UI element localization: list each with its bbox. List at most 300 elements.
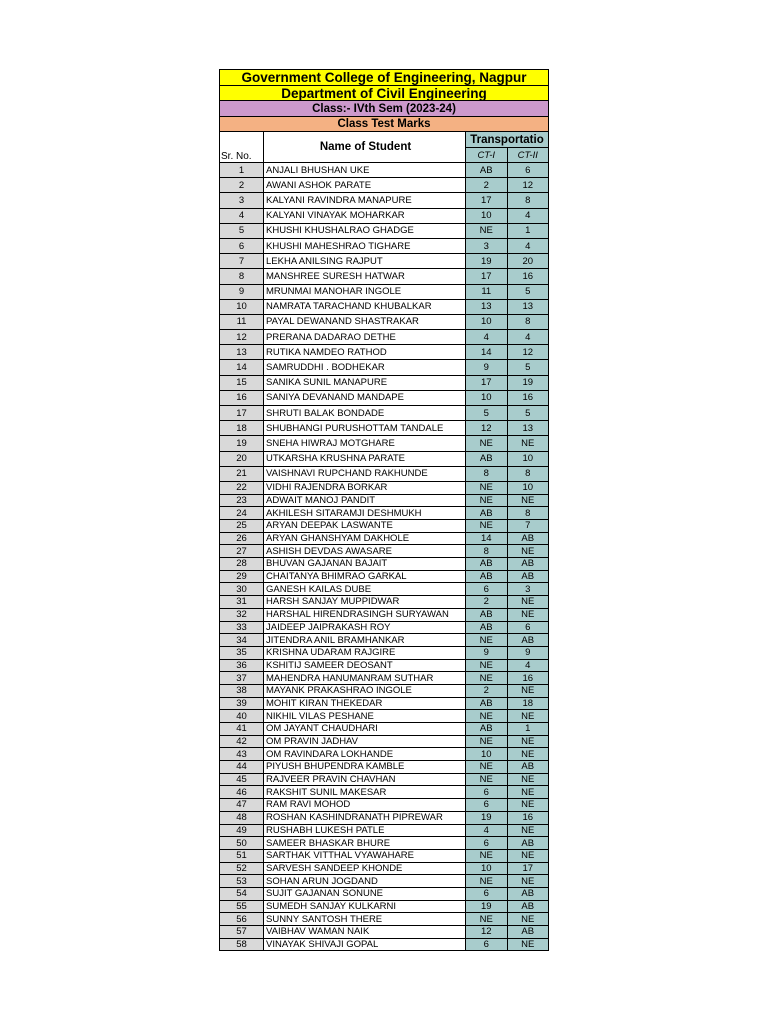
- sr-no-cell: 37: [220, 672, 264, 685]
- student-name-cell: RAJVEER PRAVIN CHAVHAN: [264, 773, 466, 786]
- ct2-mark-cell: NE: [507, 875, 549, 888]
- ct1-mark-cell: 19: [466, 254, 508, 269]
- ct1-mark-cell: NE: [466, 773, 508, 786]
- student-name-cell: MOHIT KIRAN THEKEDAR: [264, 697, 466, 710]
- sr-no-cell: 13: [220, 345, 264, 360]
- student-name-cell: ASHISH DEVDAS AWASARE: [264, 545, 466, 558]
- student-name-cell: PIYUSH BHUPENDRA KAMBLE: [264, 761, 466, 774]
- table-row: [220, 299, 549, 314]
- table-row: [220, 481, 549, 494]
- student-name-cell: PAYAL DEWANAND SHASTRAKAR: [264, 314, 466, 329]
- student-name-cell: MRUNMAI MANOHAR INGOLE: [264, 284, 466, 299]
- student-name-cell: ADWAIT MANOJ PANDIT: [264, 494, 466, 507]
- ct2-mark-cell: 12: [507, 345, 549, 360]
- table-row: [220, 735, 549, 748]
- student-name-cell: VAISHNAVI RUPCHAND RAKHUNDE: [264, 466, 466, 481]
- student-name-cell: VIDHI RAJENDRA BORKAR: [264, 481, 466, 494]
- student-name-cell: KRISHNA UDARAM RAJGIRE: [264, 646, 466, 659]
- sr-no-cell: 44: [220, 761, 264, 774]
- sr-no-cell: 18: [220, 421, 264, 436]
- sr-no-cell: 43: [220, 748, 264, 761]
- class-title: Class:- IVth Sem (2023-24): [219, 100, 549, 116]
- ct2-mark-cell: 7: [507, 520, 549, 533]
- ct2-mark-cell: NE: [507, 824, 549, 837]
- sr-no-cell: 22: [220, 481, 264, 494]
- ct2-mark-cell: 20: [507, 254, 549, 269]
- sr-no-cell: 35: [220, 646, 264, 659]
- ct2-mark-cell: NE: [507, 545, 549, 558]
- ct2-mark-cell: 6: [507, 621, 549, 634]
- ct1-mark-cell: 6: [466, 786, 508, 799]
- ct2-mark-cell: 4: [507, 659, 549, 672]
- table-row: [220, 570, 549, 583]
- sr-no-cell: 31: [220, 596, 264, 609]
- ct2-mark-cell: 12: [507, 178, 549, 193]
- ct2-mark-cell: NE: [507, 799, 549, 812]
- student-name-cell: SAMEER BHASKAR BHURE: [264, 837, 466, 850]
- sr-no-cell: 5: [220, 223, 264, 238]
- ct2-mark-cell: AB: [507, 634, 549, 647]
- student-name-cell: KSHITIJ SAMEER DEOSANT: [264, 659, 466, 672]
- student-name-cell: KHUSHI MAHESHRAO TIGHARE: [264, 238, 466, 253]
- ct1-mark-cell: 17: [466, 193, 508, 208]
- ct2-mark-cell: 8: [507, 466, 549, 481]
- student-name-cell: KHUSHI KHUSHALRAO GHADGE: [264, 223, 466, 238]
- student-name-cell: HARSHAL HIRENDRASINGH SURYAWAN: [264, 608, 466, 621]
- ct1-mark-cell: 8: [466, 466, 508, 481]
- ct2-mark-cell: 8: [507, 314, 549, 329]
- student-name-cell: NAMRATA TARACHAND KHUBALKAR: [264, 299, 466, 314]
- student-name-cell: SHUBHANGI PURUSHOTTAM TANDALE: [264, 421, 466, 436]
- student-name-cell: AKHILESH SITARAMJI DESHMUKH: [264, 507, 466, 520]
- table-row: [220, 697, 549, 710]
- ct2-mark-cell: 10: [507, 481, 549, 494]
- student-rows: [220, 163, 549, 951]
- ct2-header: CT-II: [507, 148, 549, 163]
- ct2-mark-cell: 16: [507, 269, 549, 284]
- sr-no-cell: 26: [220, 532, 264, 545]
- sr-no-cell: 38: [220, 684, 264, 697]
- ct2-mark-cell: 19: [507, 375, 549, 390]
- table-row: [220, 723, 549, 736]
- ct2-mark-cell: 6: [507, 163, 549, 178]
- ct2-mark-cell: 5: [507, 360, 549, 375]
- ct2-mark-cell: 10: [507, 451, 549, 466]
- ct1-mark-cell: AB: [466, 723, 508, 736]
- sr-no-cell: 47: [220, 799, 264, 812]
- table-row: [220, 178, 549, 193]
- ct1-mark-cell: 6: [466, 887, 508, 900]
- sr-no-cell: 52: [220, 862, 264, 875]
- ct2-mark-cell: NE: [507, 849, 549, 862]
- ct2-mark-cell: 1: [507, 223, 549, 238]
- student-name-cell: VAIBHAV WAMAN NAIK: [264, 926, 466, 939]
- table-row: [220, 520, 549, 533]
- table-row: [220, 646, 549, 659]
- ct2-mark-cell: NE: [507, 608, 549, 621]
- ct2-mark-cell: 16: [507, 390, 549, 405]
- ct2-mark-cell: NE: [507, 735, 549, 748]
- ct1-mark-cell: NE: [466, 735, 508, 748]
- sr-no-cell: 40: [220, 710, 264, 723]
- ct2-mark-cell: 9: [507, 646, 549, 659]
- sr-no-cell: 32: [220, 608, 264, 621]
- student-name-cell: AWANI ASHOK PARATE: [264, 178, 466, 193]
- ct1-mark-cell: AB: [466, 163, 508, 178]
- student-name-cell: SARVESH SANDEEP KHONDE: [264, 862, 466, 875]
- sr-no-cell: 10: [220, 299, 264, 314]
- student-name-cell: JITENDRA ANIL BRAMHANKAR: [264, 634, 466, 647]
- table-row: [220, 558, 549, 571]
- table-row: [220, 761, 549, 774]
- sr-no-cell: 20: [220, 451, 264, 466]
- sr-no-cell: 42: [220, 735, 264, 748]
- sr-no-cell: 54: [220, 887, 264, 900]
- ct1-mark-cell: 6: [466, 837, 508, 850]
- ct1-mark-cell: 6: [466, 583, 508, 596]
- sr-no-cell: 7: [220, 254, 264, 269]
- ct2-mark-cell: NE: [507, 786, 549, 799]
- sr-no-cell: 29: [220, 570, 264, 583]
- ct1-mark-cell: 9: [466, 646, 508, 659]
- ct2-mark-cell: NE: [507, 494, 549, 507]
- ct1-mark-cell: 10: [466, 314, 508, 329]
- sr-no-cell: 48: [220, 811, 264, 824]
- ct1-header: CT-I: [466, 148, 508, 163]
- table-row: [220, 773, 549, 786]
- sr-no-cell: 21: [220, 466, 264, 481]
- ct2-mark-cell: 13: [507, 299, 549, 314]
- ct1-mark-cell: 2: [466, 684, 508, 697]
- table-row: [220, 494, 549, 507]
- sr-no-cell: 17: [220, 406, 264, 421]
- table-row: [220, 938, 549, 951]
- ct2-mark-cell: NE: [507, 710, 549, 723]
- ct2-mark-cell: 5: [507, 406, 549, 421]
- ct2-mark-cell: 16: [507, 672, 549, 685]
- sr-no-cell: 56: [220, 913, 264, 926]
- student-name-header: Name of Student: [264, 132, 466, 163]
- ct1-mark-cell: 10: [466, 748, 508, 761]
- sr-no-header: Sr. No.: [220, 132, 264, 163]
- ct1-mark-cell: NE: [466, 436, 508, 451]
- table-row: [220, 926, 549, 939]
- sr-no-cell: 57: [220, 926, 264, 939]
- ct1-mark-cell: 6: [466, 799, 508, 812]
- table-row: [220, 193, 549, 208]
- ct1-mark-cell: NE: [466, 494, 508, 507]
- ct1-mark-cell: 4: [466, 330, 508, 345]
- ct1-mark-cell: 4: [466, 824, 508, 837]
- ct2-mark-cell: NE: [507, 913, 549, 926]
- table-row: [220, 659, 549, 672]
- ct2-mark-cell: NE: [507, 938, 549, 951]
- student-name-cell: RUTIKA NAMDEO RATHOD: [264, 345, 466, 360]
- student-name-cell: SANIKA SUNIL MANAPURE: [264, 375, 466, 390]
- sr-no-cell: 39: [220, 697, 264, 710]
- ct2-mark-cell: 5: [507, 284, 549, 299]
- ct1-mark-cell: 17: [466, 375, 508, 390]
- ct1-mark-cell: 5: [466, 406, 508, 421]
- sr-no-cell: 55: [220, 900, 264, 913]
- table-row: [220, 862, 549, 875]
- student-name-cell: PRERANA DADARAO DETHE: [264, 330, 466, 345]
- sr-no-cell: 58: [220, 938, 264, 951]
- ct1-mark-cell: AB: [466, 558, 508, 571]
- student-name-cell: BHUVAN GAJANAN BAJAIT: [264, 558, 466, 571]
- sr-no-cell: 8: [220, 269, 264, 284]
- sr-no-cell: 3: [220, 193, 264, 208]
- table-row: [220, 375, 549, 390]
- ct2-mark-cell: NE: [507, 748, 549, 761]
- student-name-cell: ARYAN GHANSHYAM DAKHOLE: [264, 532, 466, 545]
- sr-no-cell: 6: [220, 238, 264, 253]
- ct1-mark-cell: AB: [466, 507, 508, 520]
- table-row: [220, 621, 549, 634]
- ct1-mark-cell: NE: [466, 761, 508, 774]
- sr-no-cell: 11: [220, 314, 264, 329]
- sr-no-cell: 53: [220, 875, 264, 888]
- table-row: [220, 532, 549, 545]
- table-row: [220, 436, 549, 451]
- student-name-cell: MAHENDRA HANUMANRAM SUTHAR: [264, 672, 466, 685]
- ct1-mark-cell: 6: [466, 938, 508, 951]
- student-name-cell: RUSHABH LUKESH PATLE: [264, 824, 466, 837]
- ct1-mark-cell: NE: [466, 672, 508, 685]
- ct2-mark-cell: AB: [507, 837, 549, 850]
- student-name-cell: ROSHAN KASHINDRANATH PIPREWAR: [264, 811, 466, 824]
- sr-no-cell: 30: [220, 583, 264, 596]
- table-row: [220, 849, 549, 862]
- ct1-mark-cell: 2: [466, 178, 508, 193]
- table-row: [220, 799, 549, 812]
- ct2-mark-cell: NE: [507, 773, 549, 786]
- ct1-mark-cell: 19: [466, 900, 508, 913]
- sr-no-cell: 24: [220, 507, 264, 520]
- student-name-cell: MAYANK PRAKASHRAO INGOLE: [264, 684, 466, 697]
- ct1-mark-cell: NE: [466, 634, 508, 647]
- table-row: [220, 406, 549, 421]
- ct1-mark-cell: AB: [466, 608, 508, 621]
- table-row: [220, 390, 549, 405]
- ct2-mark-cell: 16: [507, 811, 549, 824]
- ct1-mark-cell: 12: [466, 421, 508, 436]
- student-name-cell: KALYANI RAVINDRA MANAPURE: [264, 193, 466, 208]
- table-row: [220, 421, 549, 436]
- student-name-cell: SANIYA DEVANAND MANDAPE: [264, 390, 466, 405]
- table-row: [220, 837, 549, 850]
- ct1-mark-cell: 9: [466, 360, 508, 375]
- sr-no-cell: 33: [220, 621, 264, 634]
- sr-no-cell: 1: [220, 163, 264, 178]
- ct2-mark-cell: 4: [507, 330, 549, 345]
- ct2-mark-cell: 17: [507, 862, 549, 875]
- sr-no-cell: 25: [220, 520, 264, 533]
- sr-no-cell: 45: [220, 773, 264, 786]
- student-name-cell: LEKHA ANILSING RAJPUT: [264, 254, 466, 269]
- table-row: [220, 583, 549, 596]
- subject-header: Transportatio: [466, 132, 549, 148]
- ct1-mark-cell: 12: [466, 926, 508, 939]
- student-name-cell: SUJIT GAJANAN SONUNE: [264, 887, 466, 900]
- student-name-cell: OM PRAVIN JADHAV: [264, 735, 466, 748]
- ct1-mark-cell: 3: [466, 238, 508, 253]
- sr-no-cell: 2: [220, 178, 264, 193]
- table-row: [220, 824, 549, 837]
- student-name-cell: JAIDEEP JAIPRAKASH ROY: [264, 621, 466, 634]
- student-name-cell: UTKARSHA KRUSHNA PARATE: [264, 451, 466, 466]
- ct1-mark-cell: 14: [466, 345, 508, 360]
- table-row: [220, 811, 549, 824]
- student-name-cell: SNEHA HIWRAJ MOTGHARE: [264, 436, 466, 451]
- table-row: [220, 208, 549, 223]
- ct1-mark-cell: 10: [466, 390, 508, 405]
- ct2-mark-cell: AB: [507, 558, 549, 571]
- ct2-mark-cell: AB: [507, 887, 549, 900]
- sr-no-cell: 14: [220, 360, 264, 375]
- sr-no-cell: 41: [220, 723, 264, 736]
- ct2-mark-cell: 8: [507, 507, 549, 520]
- student-name-cell: RAKSHIT SUNIL MAKESAR: [264, 786, 466, 799]
- ct1-mark-cell: NE: [466, 223, 508, 238]
- sr-no-cell: 27: [220, 545, 264, 558]
- ct2-mark-cell: NE: [507, 596, 549, 609]
- sr-no-cell: 15: [220, 375, 264, 390]
- ct2-mark-cell: AB: [507, 900, 549, 913]
- ct1-mark-cell: 13: [466, 299, 508, 314]
- table-row: [220, 360, 549, 375]
- sr-no-cell: 46: [220, 786, 264, 799]
- table-row: [220, 223, 549, 238]
- table-row: [220, 710, 549, 723]
- table-row: [220, 238, 549, 253]
- ct1-mark-cell: 17: [466, 269, 508, 284]
- ct2-mark-cell: NE: [507, 436, 549, 451]
- table-row: [220, 913, 549, 926]
- student-name-cell: ANJALI BHUSHAN UKE: [264, 163, 466, 178]
- student-name-cell: KALYANI VINAYAK MOHARKAR: [264, 208, 466, 223]
- table-row: [220, 634, 549, 647]
- ct2-mark-cell: AB: [507, 926, 549, 939]
- table-row: [220, 284, 549, 299]
- ct2-mark-cell: 18: [507, 697, 549, 710]
- table-row: [220, 314, 549, 329]
- table-row: [220, 596, 549, 609]
- ct1-mark-cell: 14: [466, 532, 508, 545]
- college-title: Government College of Engineering, Nagpur: [219, 69, 549, 85]
- student-name-cell: SAMRUDDHI . BODHEKAR: [264, 360, 466, 375]
- ct1-mark-cell: 19: [466, 811, 508, 824]
- ct1-mark-cell: 8: [466, 545, 508, 558]
- table-row: [220, 875, 549, 888]
- student-name-cell: CHAITANYA BHIMRAO GARKAL: [264, 570, 466, 583]
- student-name-cell: MANSHREE SURESH HATWAR: [264, 269, 466, 284]
- sr-no-cell: 28: [220, 558, 264, 571]
- sr-no-cell: 51: [220, 849, 264, 862]
- sr-no-cell: 36: [220, 659, 264, 672]
- table-row: [220, 466, 549, 481]
- ct1-mark-cell: AB: [466, 451, 508, 466]
- ct2-mark-cell: 8: [507, 193, 549, 208]
- marks-table: [219, 131, 549, 951]
- ct1-mark-cell: NE: [466, 875, 508, 888]
- table-row: [220, 608, 549, 621]
- ct2-mark-cell: AB: [507, 570, 549, 583]
- table-row: [220, 254, 549, 269]
- marks-sheet: [219, 69, 549, 951]
- table-row: [220, 748, 549, 761]
- sr-no-cell: 34: [220, 634, 264, 647]
- ct1-mark-cell: NE: [466, 659, 508, 672]
- student-name-cell: SUMEDH SANJAY KULKARNI: [264, 900, 466, 913]
- table-row: [220, 507, 549, 520]
- table-row: [220, 545, 549, 558]
- sr-no-cell: 16: [220, 390, 264, 405]
- ct2-mark-cell: 13: [507, 421, 549, 436]
- ct1-mark-cell: NE: [466, 849, 508, 862]
- ct1-mark-cell: 10: [466, 208, 508, 223]
- student-name-cell: OM RAVINDARA LOKHANDE: [264, 748, 466, 761]
- sr-no-cell: 49: [220, 824, 264, 837]
- department-title: Department of Civil Engineering: [219, 85, 549, 100]
- table-row: [220, 163, 549, 178]
- table-row: [220, 451, 549, 466]
- ct2-mark-cell: 4: [507, 238, 549, 253]
- ct2-mark-cell: AB: [507, 761, 549, 774]
- student-name-cell: VINAYAK SHIVAJI GOPAL: [264, 938, 466, 951]
- ct1-mark-cell: AB: [466, 621, 508, 634]
- table-row: [220, 269, 549, 284]
- ct1-mark-cell: NE: [466, 520, 508, 533]
- student-name-cell: GANESH KAILAS DUBE: [264, 583, 466, 596]
- sr-no-cell: 50: [220, 837, 264, 850]
- ct1-mark-cell: 10: [466, 862, 508, 875]
- table-row: [220, 330, 549, 345]
- ct1-mark-cell: NE: [466, 481, 508, 494]
- ct1-mark-cell: NE: [466, 913, 508, 926]
- sr-no-cell: 19: [220, 436, 264, 451]
- ct2-mark-cell: 4: [507, 208, 549, 223]
- sr-no-cell: 12: [220, 330, 264, 345]
- student-name-cell: OM JAYANT CHAUDHARI: [264, 723, 466, 736]
- table-row: [220, 786, 549, 799]
- student-name-cell: SHRUTI BALAK BONDADE: [264, 406, 466, 421]
- ct1-mark-cell: AB: [466, 570, 508, 583]
- student-name-cell: HARSH SANJAY MUPPIDWAR: [264, 596, 466, 609]
- table-row: [220, 900, 549, 913]
- table-row: [220, 345, 549, 360]
- table-row: [220, 684, 549, 697]
- test-title: Class Test Marks: [219, 116, 549, 131]
- ct1-mark-cell: 11: [466, 284, 508, 299]
- ct1-mark-cell: AB: [466, 697, 508, 710]
- ct1-mark-cell: NE: [466, 710, 508, 723]
- student-name-cell: NIKHIL VILAS PESHANE: [264, 710, 466, 723]
- ct2-mark-cell: 3: [507, 583, 549, 596]
- ct2-mark-cell: NE: [507, 684, 549, 697]
- sr-no-cell: 23: [220, 494, 264, 507]
- student-name-cell: SARTHAK VITTHAL VYAWAHARE: [264, 849, 466, 862]
- table-row: [220, 672, 549, 685]
- table-row: [220, 887, 549, 900]
- student-name-cell: SOHAN ARUN JOGDAND: [264, 875, 466, 888]
- ct2-mark-cell: AB: [507, 532, 549, 545]
- ct1-mark-cell: 2: [466, 596, 508, 609]
- ct2-mark-cell: 1: [507, 723, 549, 736]
- student-name-cell: RAM RAVI MOHOD: [264, 799, 466, 812]
- student-name-cell: SUNNY SANTOSH THERE: [264, 913, 466, 926]
- sr-no-cell: 9: [220, 284, 264, 299]
